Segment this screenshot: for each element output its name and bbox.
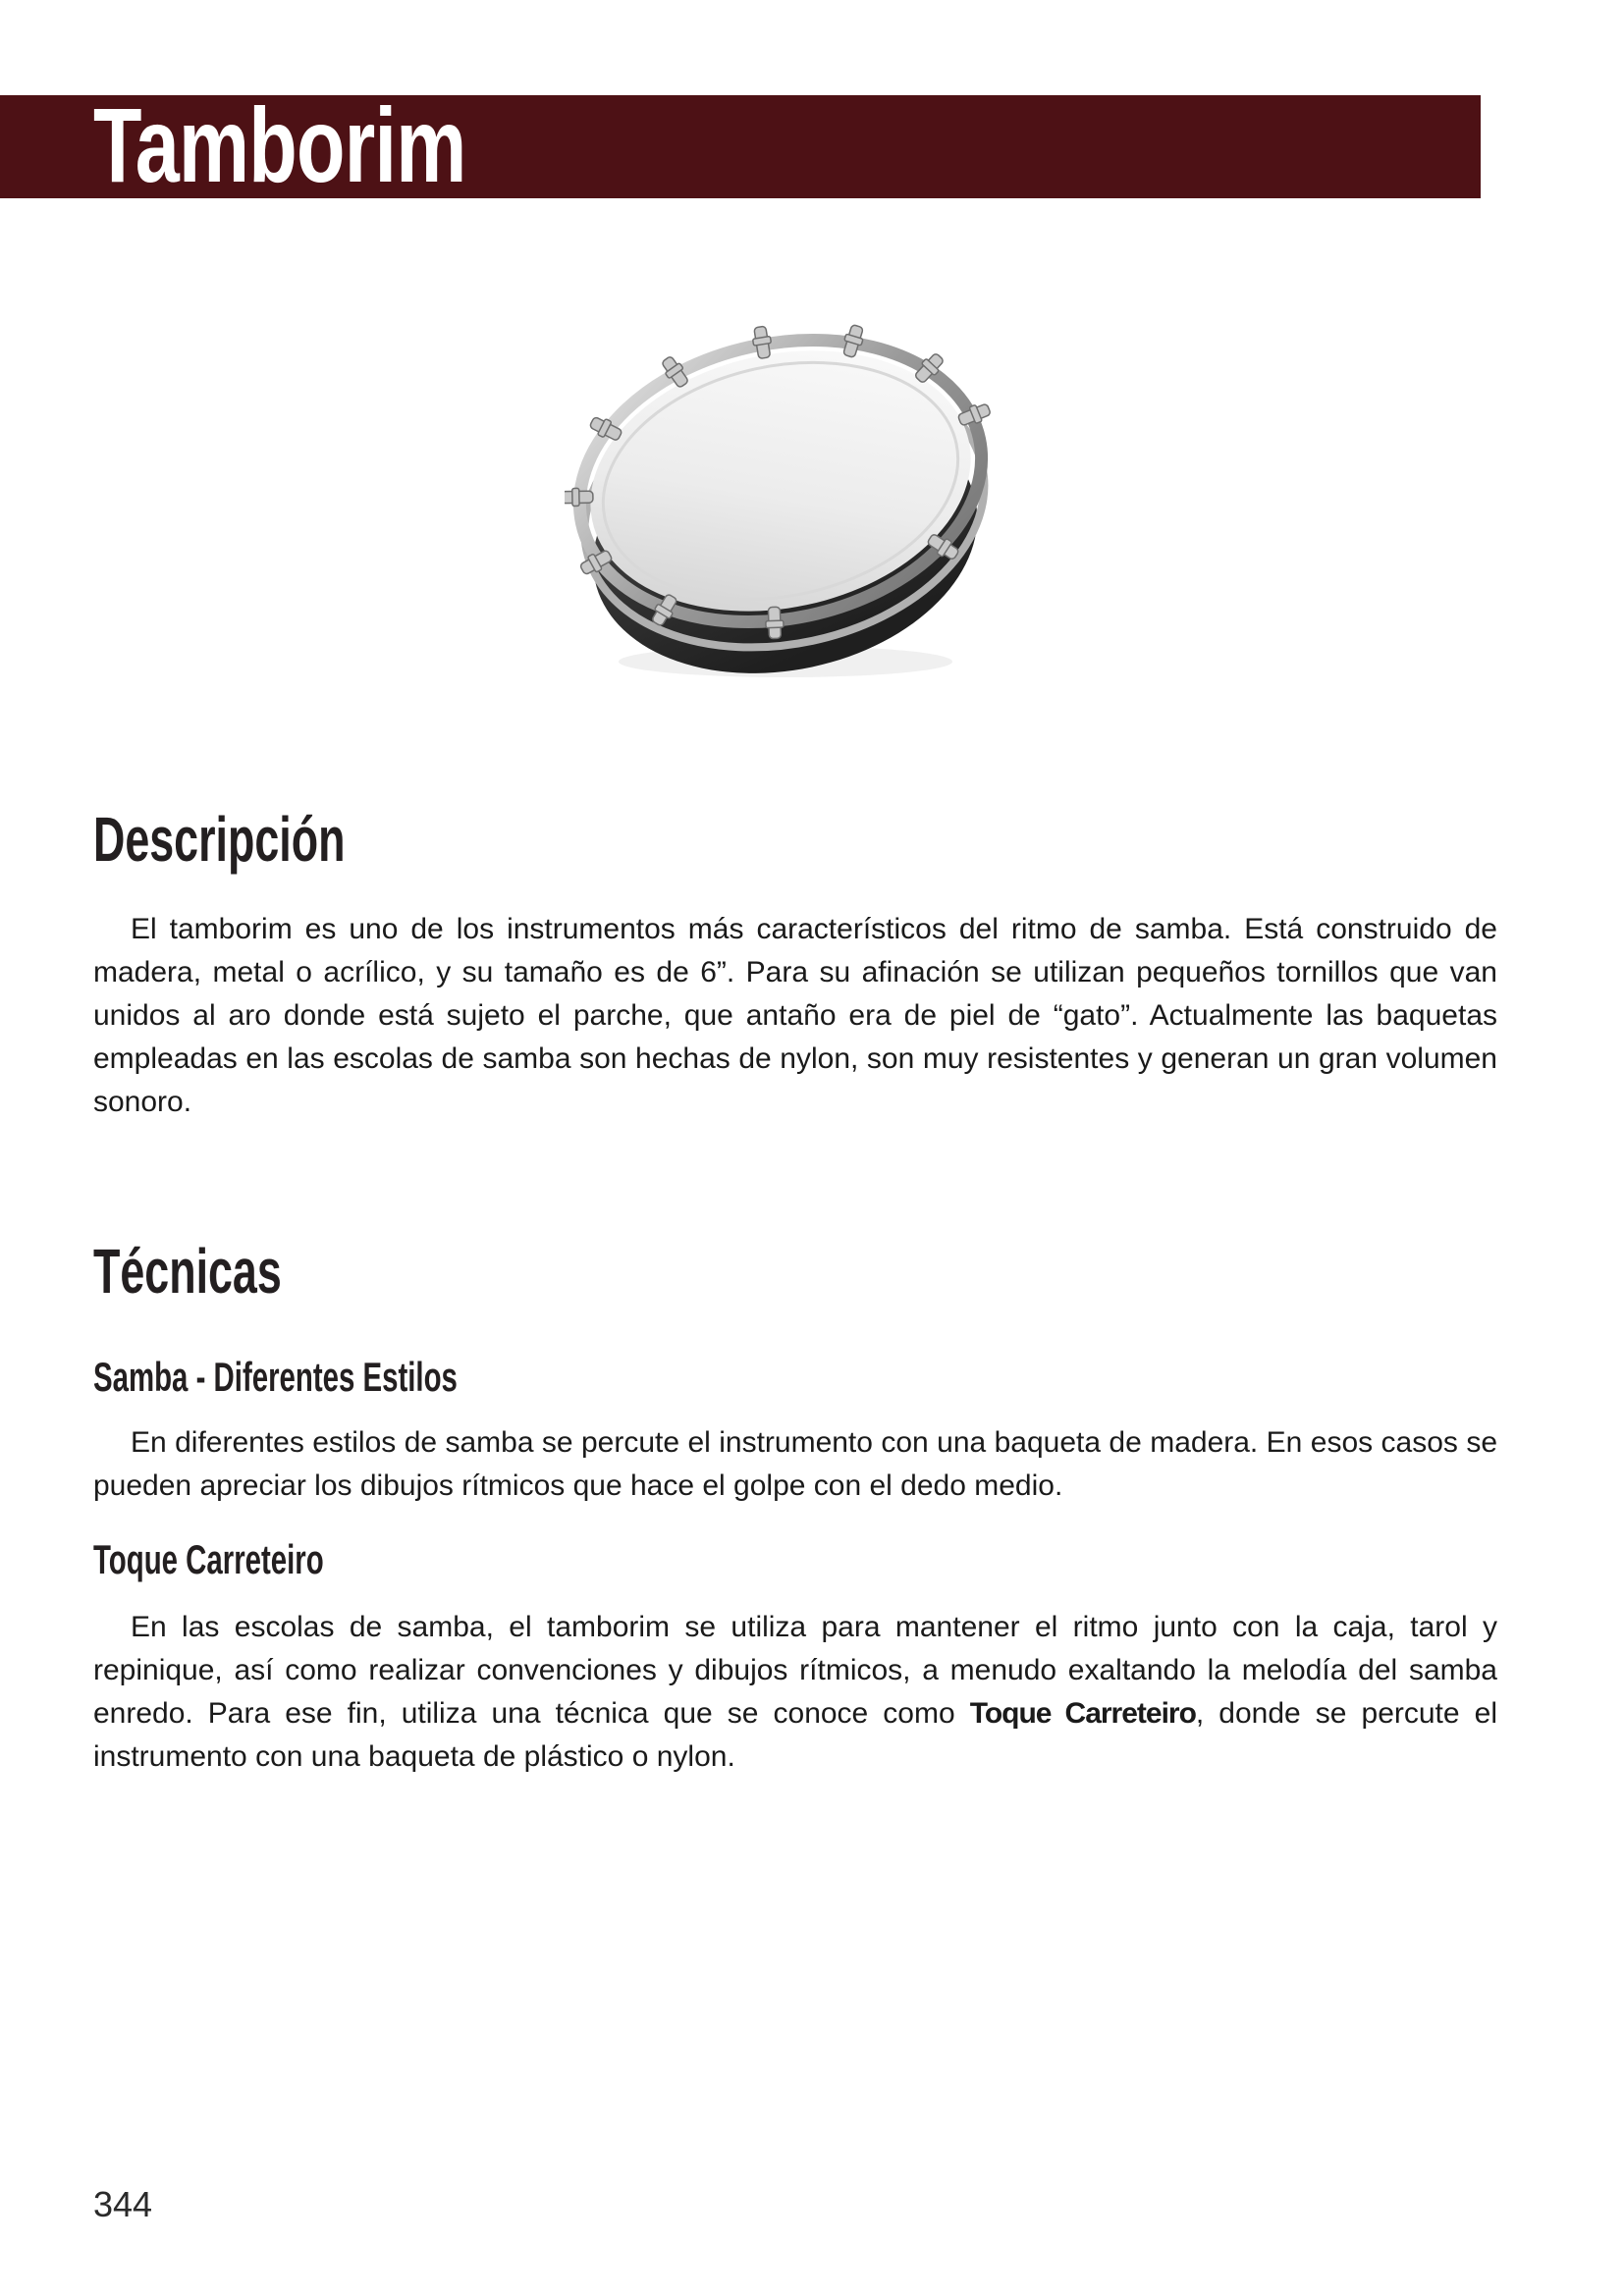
descripcion-paragraph: El tamborim es uno de los instrumentos más característicos del ritmo de samba. Está construido de madera, metal o acrílico, y su tamaño es de 6”. Para su afinación se utilizan pequeños tornillos que van unidos al aro donde está sujeto el parche, que antaño era de piel de “gato”. Actualmente las baquetas empleadas en las escolas de samba son hechas de nylon, son muy resistentes y generan un gran volumen sonoro. [93,913,1497,1118]
samba-paragraph: En diferentes estilos de samba se percute el instrumento con una baqueta de madera. En esos casos se pueden apreciar los dibujos rítmicos que hace el golpe con el dedo medio. [93,1426,1497,1502]
subheading-samba-diferentes-estilos [93,1355,614,1400]
subheading-toque-label: Toque Carreteiro [93,1536,324,1582]
subheading-toque-carreteiro [93,1537,422,1582]
section-heading-descripcion-label: Descripción [93,804,346,875]
section-heading-tecnicas-label: Técnicas [93,1236,282,1307]
section-heading-tecnicas [93,1237,362,1306]
tamborim-figure [565,316,1006,689]
toque-carreteiro-paragraph [93,1606,1497,1779]
toque-paragraph-bold-term: Toque Carreteiro [969,1697,1196,1730]
section-heading-descripcion [93,805,453,874]
chapter-title-band [0,84,1481,204]
subheading-samba-label: Samba - Diferentes Estilos [93,1354,458,1400]
toque-paragraph-text-before: En las escolas de samba, el tamborim se utiliza para mantener el ritmo junto con la caja, tarol y repinique, así como realizar convenciones y dibujos rítmicos, a menudo exaltando la melodía del samba enredo. Para ese fin, utiliza una técnica que se conoce como [93,1611,1497,1730]
tamborim-drum-photo [565,316,1006,689]
toque-paragraph-text-after: , donde se percute el instrumento con una baqueta de plástico o nylon. [93,1697,1497,1773]
chapter-title: Tamborim [93,84,466,204]
page-number: 344 [93,2184,153,2224]
